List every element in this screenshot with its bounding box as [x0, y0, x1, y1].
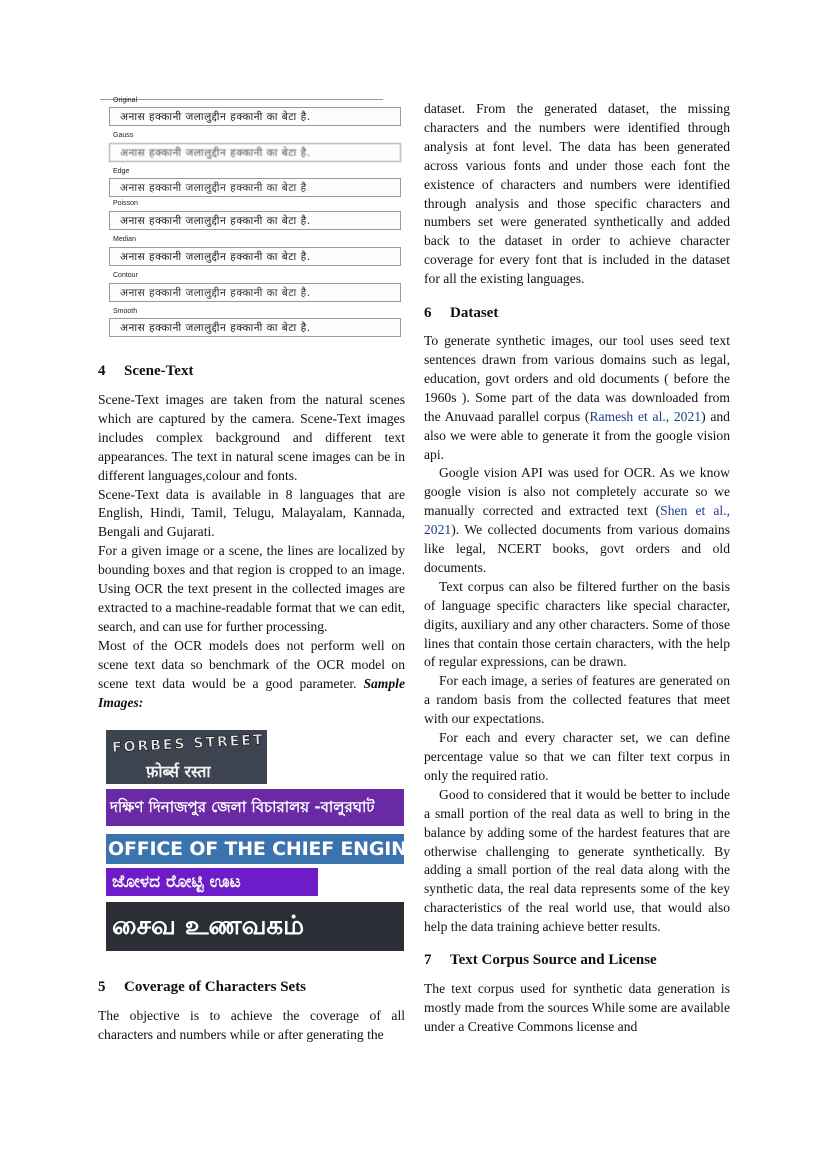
aug-label-edge: Edge: [113, 168, 130, 175]
scene-sample-bengali: দক্ষিণ দিনাজপুর জেলা বিচারালয় -বালুরঘাট: [106, 789, 404, 826]
section-5-heading: [98, 977, 405, 997]
section-title: Coverage of Characters Sets: [124, 979, 307, 996]
section-4-heading: [98, 361, 405, 381]
sec4-p4-text: Most of the OCR models does not perform well on scene text data so benchmark of the OCR model on scene text data would be a good parameter.: [98, 637, 405, 691]
figure-scene-text-samples: [98, 730, 447, 955]
section-7-heading: [424, 950, 730, 970]
citation-ramesh[interactable]: Ramesh et al., 2021: [589, 408, 702, 424]
sec6-paragraph-1: [424, 332, 730, 464]
sample-images-label: Sample Images:: [98, 675, 405, 710]
scene-text-english: FORBES STREET: [111, 732, 265, 757]
section-number: 5: [98, 979, 106, 996]
sec6-paragraph-2: [424, 464, 730, 577]
sec4-paragraph-1: Scene-Text images are taken from the natural scenes which are captured by the camera. Scene-Text images includes complex background and different text appearances. The text in natural scene images can be in different languages,colour and fonts.: [98, 392, 405, 483]
scene-text-hindi: फ़ोर्ब्स रस्ता: [146, 762, 211, 782]
scene-sample-tamil: சைவ உணவகம்: [106, 902, 404, 951]
citation-shen[interactable]: Shen et al., 2021: [424, 503, 731, 538]
aug-label-gauss: Gauss: [113, 132, 134, 139]
sec4-paragraph-3: For a given image or a scene, the lines are localized by bounding boxes and that region is cropped to an image. Using OCR the text present in the collected images are extracted to a machine-readable format that we can edit, search, and can use for further processing.: [98, 543, 405, 634]
figure-augmentation-samples: [98, 96, 405, 338]
figure-top-rule: [100, 99, 383, 100]
scene-sample-kannada: ಜೋಳದ ರೋಟ್ಟಿ ಊಟ: [106, 868, 318, 896]
section-title: Scene-Text: [124, 363, 194, 379]
section-number: 6: [424, 305, 432, 322]
aug-sample-smooth: अनास हक्कानी जलालुद्दीन हक्कानी का बेटा है.: [109, 318, 401, 337]
aug-sample-poisson: अनास हक्कानी जलालुद्दीन हक्कानी का बेटा है.: [109, 211, 401, 230]
aug-sample-gauss: अनास हक्कानी जलालुद्दीन हक्कानी का बेटा है.: [109, 143, 401, 162]
section-number: 7: [424, 952, 432, 969]
sec7-paragraph-1: The text corpus used for synthetic data generation is mostly made from the sources While some are available under a Creative Commons license and: [424, 981, 730, 1034]
section-number: 4: [98, 363, 106, 379]
section-6-heading: [424, 303, 730, 323]
sec5-paragraph-1: The objective is to achieve the coverage of all characters and numbers while or after generating the: [98, 1008, 405, 1043]
sec6-p2-text-end: ). We collected documents from various domains like legal, NCERT books, govt orders and old documents.: [424, 522, 730, 575]
aug-label-contour: Contour: [113, 272, 138, 279]
scene-sample-office-sign: OFFICE OF THE CHIEF ENGINEER: [106, 834, 404, 864]
aug-sample-original: अनास हक्कानी जलालुद्दीन हक्कानी का बेटा है.: [109, 107, 401, 126]
section-title: Dataset: [450, 305, 499, 322]
aug-label-original: Original: [113, 97, 138, 104]
scene-sample-forbes-street: [106, 730, 267, 784]
sec6-paragraph-6: Good to considered that it would be better to include a small portion of the real data as well to bring in the balance by adding some of the hardest features that are otherwise challenging to generate synthetically. By adding a small portion of the real data along with the synthetic data, the real data represents some of the key characteristics of the real world use, that would also help the data training achieve better results.: [424, 786, 730, 935]
aug-sample-median: अनास हक्कानी जलालुद्दीन हक्कानी का बेटा है.: [109, 247, 401, 266]
sec6-paragraph-5: For each and every character set, we can define percentage value so that we can filter text corpus in only the required ratio.: [424, 730, 730, 783]
aug-label-smooth: Smooth: [113, 308, 138, 315]
sec6-p2-text: Google vision API was used for OCR. As we know google vision is also not completely accurate so we manually corrected and extracted text (: [424, 465, 730, 519]
right-column: [424, 100, 730, 1037]
sec4-paragraph-4: [98, 637, 405, 713]
section-title: Text Corpus Source and License: [450, 952, 657, 969]
aug-sample-edge: अनास हक्कानी जलालुद्दीन हक्कानी का बेटा है.: [109, 178, 401, 197]
aug-label-median: Median: [113, 236, 136, 243]
sec6-paragraph-4: For each image, a series of features are generated on a random basis from the collected features that meet with our expectations.: [424, 673, 730, 727]
sec4-paragraph-2: Scene-Text data is available in 8 languages that are English, Hindi, Tamil, Telugu, Malayalam, Kannada, Bengali and Gujarati.: [98, 486, 405, 540]
aug-label-poisson: Poisson: [113, 200, 138, 207]
sec5-paragraph-1-continued: dataset. From the generated dataset, the missing characters and the numbers were identified through analysis at font level. The data has been generated across various fonts and under those each font the existence of characters and numbers were identified through analysis and those specific characters and numbers set were generated synthetically and added back to the dataset in order to achieve character coverage for every font that is included in the dataset for all the existing languages.: [424, 101, 730, 287]
aug-sample-contour: अनास हक्कानी जलालुद्दीन हक्कानी का बेटा है.: [109, 283, 401, 302]
left-column: [98, 96, 447, 1045]
sec6-paragraph-3: Text corpus can also be filtered further on the basis of language specific characters like special character, digits, auxiliary and any other characters. Some of those lines that contain those certain characters, with the help of regular expressions, can be drawn.: [424, 578, 730, 670]
sec6-p1-text-end: ) and also we were able to generate it from the google vision api.: [424, 408, 730, 462]
sec6-p1-text: To generate synthetic images, our tool uses seed text sentences drawn from various domains such as legal, education, govt orders and old documents ( before the 1960s ). Some part of the data was downloaded from the Anuvaad parallel corpus (: [424, 333, 730, 424]
